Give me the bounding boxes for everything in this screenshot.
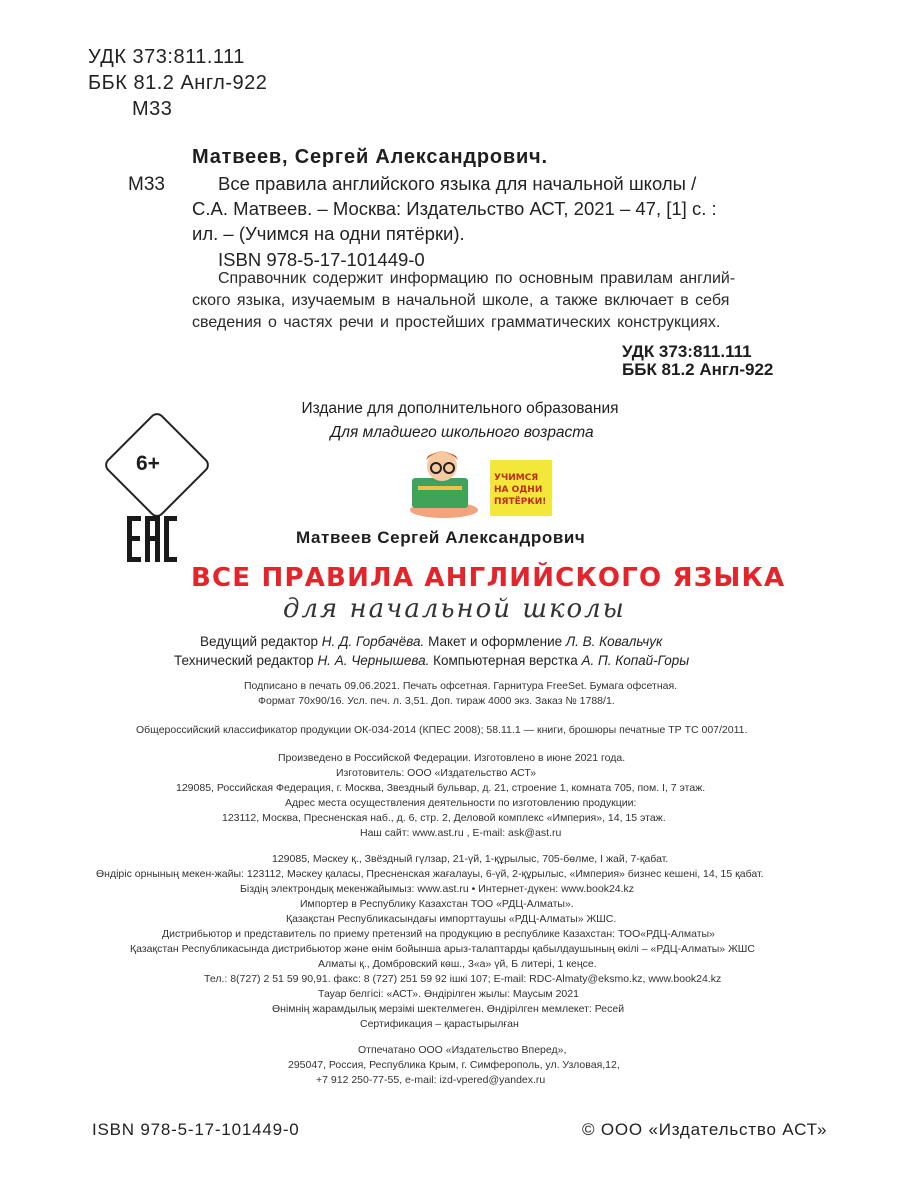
kaz-line-9: Тел.: 8(727) 2 51 59 90,91. факс: 8 (727) 251 59 92 ішкі 107; E-mail: RDC-Almaty@eksmo.kz, www.book24.kz <box>204 973 722 985</box>
edition-purpose: Издание для дополнительного образования <box>301 400 619 417</box>
printer-line-2: 295047, Россия, Республика Крым, г. Симферополь, ул. Узловая,12, <box>288 1059 620 1071</box>
series-logo-line-2: НА ОДНИ <box>494 485 543 495</box>
abstract-line-1: Справочник содержит информацию по основным правилам англий- <box>218 270 736 287</box>
credits-line-1: Ведущий редактор Н. Д. Горбачёва. Макет и оформление Л. В. Ковальчук <box>200 634 663 649</box>
kaz-line-7: Қазақстан Республикасында дистрибьютор және өнім бойынша арыз-талаптарды қабылдаушының өкілі – «РДЦ-Алматы» ЖШС <box>130 943 755 955</box>
produced-line: Произведено в Российской Федерации. Изготовлено в июне 2021 года. <box>278 752 626 764</box>
eac-mark <box>127 516 177 562</box>
activity-address: 123112, Москва, Пресненская наб., д. 6, стр. 2, Деловой комплекс «Империя», 14, 15 этаж. <box>222 812 666 824</box>
udk-right: УДК 373:811.111 <box>622 342 752 361</box>
kaz-line-5: Қазақстан Республикасындағы импорттаушы «РДЦ-Алматы» ЖШС. <box>286 913 617 925</box>
isbn-record: ISBN 978-5-17-101449-0 <box>218 249 425 270</box>
kaz-line-11: Өнімнің жарамдылық мерзімі шектелмеген. Өндірілген мемлекет: Ресей <box>272 1003 625 1015</box>
footer-copyright: © ООО «Издательство АСТ» <box>582 1120 828 1139</box>
record-line-1: Все правила английского языка для начальной школы / <box>218 173 697 194</box>
series-logo-line-1: УЧИМСЯ <box>494 473 539 483</box>
bbk-right: ББК 81.2 Англ-922 <box>622 360 774 379</box>
printer-line-3: +7 912 250-77-55, e-mail: izd-vpered@yandex.ru <box>316 1074 546 1086</box>
maker-line: Изготовитель: ООО «Издательство АСТ» <box>336 767 537 779</box>
series-logo-line-3: ПЯТЁРКИ! <box>494 497 547 507</box>
kaz-line-1: 129085, Мәскеу қ., Звёздный гүлзар, 21-үй, 1-құрылыс, 705-бөлме, I жай, 7-қабат. <box>272 853 669 865</box>
cutter-top: М33 <box>132 98 173 120</box>
kaz-line-12: Сертификация – қарастырылған <box>360 1018 519 1030</box>
udk-top: УДК 373:811.111 <box>88 46 245 68</box>
book-title: ВСЕ ПРАВИЛА АНГЛИЙСКОГО ЯЗЫКА <box>191 563 786 593</box>
credits-line-2: Технический редактор Н. А. Чернышева. Компьютерная верстка А. П. Копай-Горы <box>174 653 690 668</box>
maker-address: 129085, Российская Федерация, г. Москва, Звездный бульвар, д. 21, строение 1, комната 705, пом. I, 7 этаж. <box>176 782 706 794</box>
kaz-line-8: Алматы қ., Домбровский көш., 3«а» үй, Б литерi, 1 кеңсе. <box>318 958 597 970</box>
print-specs-1: Подписано в печать 09.06.2021. Печать офсетная. Гарнитура FreeSet. Бумага офсетная. <box>244 680 678 692</box>
kaz-line-4: Импортер в Республику Казахстан ТОО «РДЦ-Алматы». <box>300 898 574 910</box>
printer-line-1: Отпечатано ООО «Издательство Вперед», <box>358 1044 567 1056</box>
book-subtitle: для начальной школы <box>283 594 626 624</box>
series-logo <box>408 448 558 520</box>
activity-line: Адрес места осуществления деятельности по изготовлению продукции: <box>285 797 637 809</box>
footer-isbn: ISBN 978-5-17-101449-0 <box>92 1120 300 1139</box>
bbk-top: ББК 81.2 Англ-922 <box>88 72 268 94</box>
record-line-2: С.А. Матвеев. – Москва: Издательство АСТ, 2021 – 47, [1] с. : <box>192 198 717 219</box>
kaz-line-2: Өндіріс орнының мекен-жайы: 123112, Мәскеу қаласы, Пресненская жағалауы, 6-үй, 2-құрылыс, «Империя» бизнес кешені, 14, 15 қабат. <box>96 868 764 880</box>
okp-line: Общероссийский классификатор продукции ОК-034-2014 (КПЕС 2008); 58.11.1 — книги, брошюры печатные ТР ТС 007/2011. <box>136 724 748 736</box>
abstract-line-2: ского языка, изучаемым в начальной школе, а также включает в себя <box>192 292 730 309</box>
record-line-3: ил. – (Учимся на одни пятёрки). <box>192 223 465 244</box>
author-name: Матвеев Сергей Александрович <box>296 528 586 547</box>
site-line: Наш сайт: www.ast.ru , E-mail: ask@ast.ru <box>360 827 562 839</box>
edition-audience: Для младшего школьного возраста <box>330 424 594 441</box>
abstract-line-3: сведения о частях речи и простейших грамматических конструкциях. <box>192 314 721 331</box>
author-heading: Матвеев, Сергей Александрович. <box>192 146 548 168</box>
kaz-line-3: Біздің электрондық мекенжайымыз: www.ast.ru • Интернет-дүкен: www.book24.kz <box>240 883 635 895</box>
cutter-left: М33 <box>128 174 165 195</box>
kaz-line-10: Тауар белгісі: «АСТ». Өндірілген жылы: Маусым 2021 <box>318 988 579 1000</box>
kaz-line-6: Дистрибьютор и представитель по приему претензий на продукцию в республике Казахстан: ТОО«РДЦ-Алматы» <box>162 928 715 940</box>
age-rating-label: 6+ <box>136 452 160 475</box>
print-specs-2: Формат 70х90/16. Усл. печ. л. 3,51. Доп. тираж 4000 экз. Заказ № 1788/1. <box>258 695 615 707</box>
